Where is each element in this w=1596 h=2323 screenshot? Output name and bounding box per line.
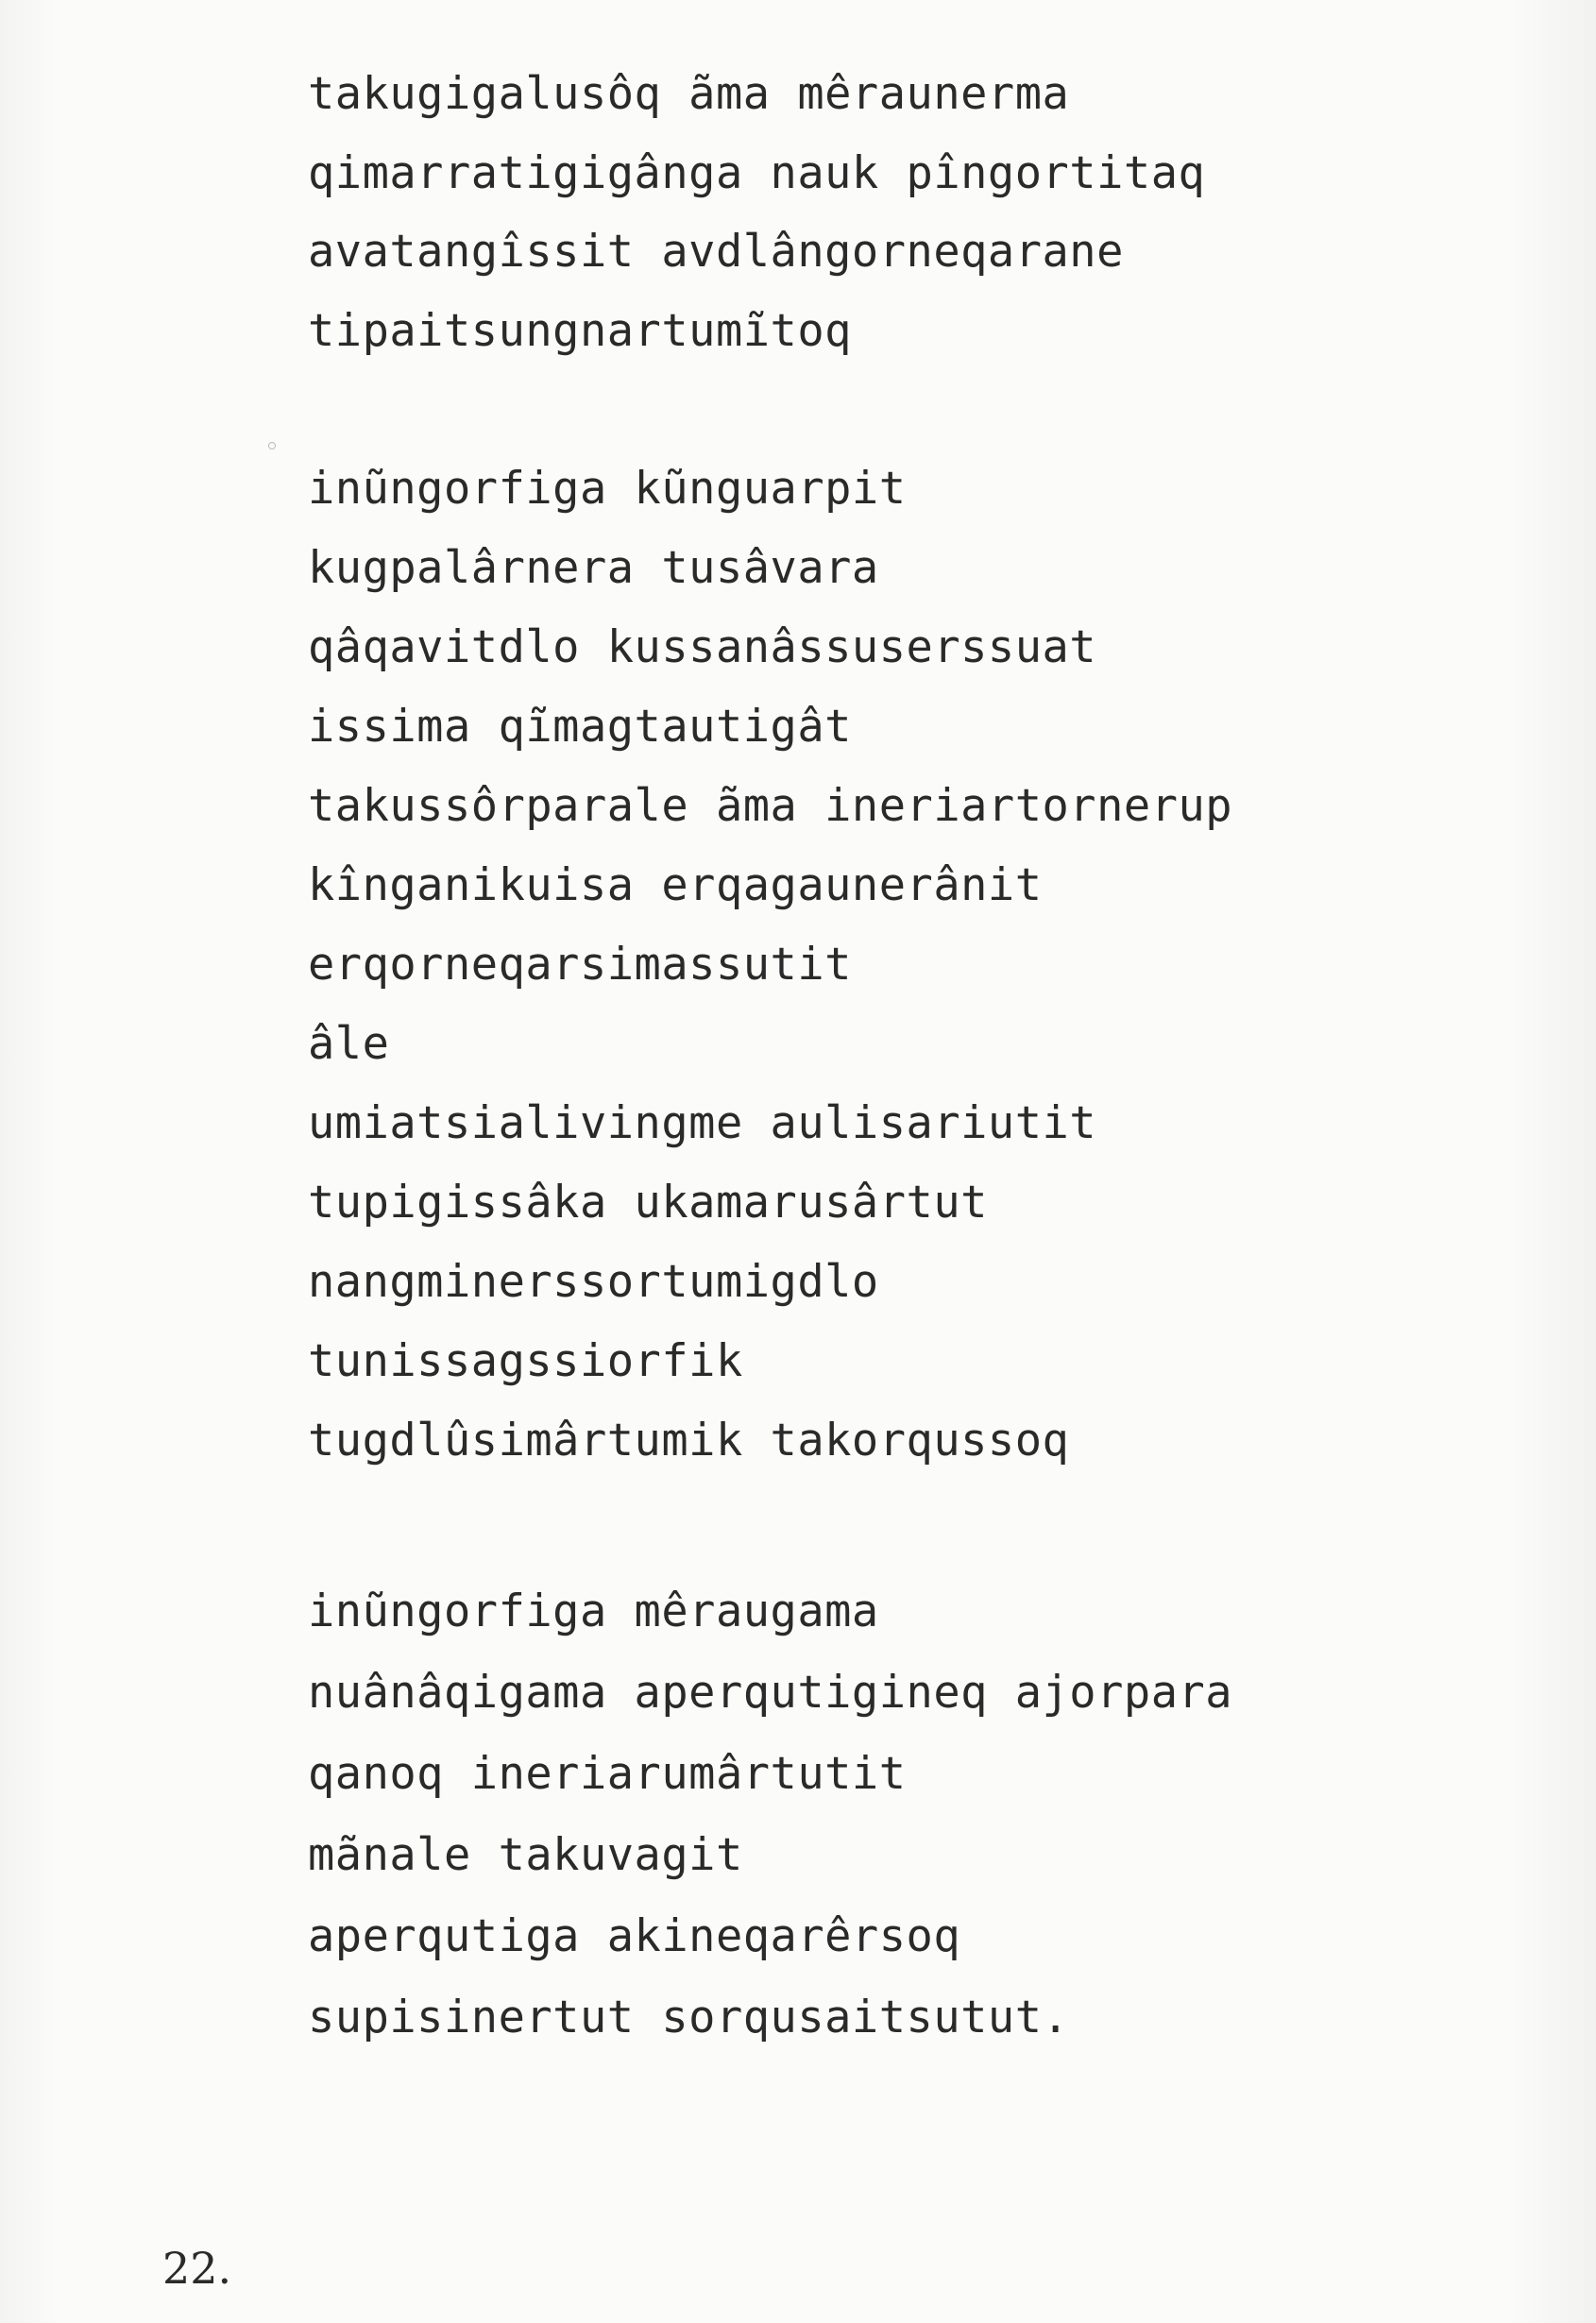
poem-line: tipaitsungnartumĩtoq <box>308 304 852 357</box>
poem-line: inũngorfiga mêraugama <box>308 1585 879 1637</box>
poem-line: supisinertut sorqusaitsutut. <box>308 1992 1070 2043</box>
poem-line: takugigalusôq ãma mêraunerma <box>308 68 1070 120</box>
poem-line: âle <box>308 1018 390 1070</box>
poem-line: erqorneqarsimassutit <box>308 939 852 991</box>
poem-line: qâqavitdlo kussanâssuserssuat <box>308 621 1097 673</box>
poem-line: kugpalârnera tusâvara <box>308 542 879 594</box>
stanza-3 <box>308 1571 1536 2059</box>
poem-line: inũngorfiga kũnguarpit <box>308 463 907 515</box>
poem-line: qimarratigigânga nauk pîngortitaq <box>308 146 1206 199</box>
poem-line: qanoq ineriarumârtutit <box>308 1748 907 1800</box>
poem-line: aperqutiga akineqarêrsoq <box>308 1910 961 1962</box>
poem-line: tupigissâka ukamarusârtut <box>308 1177 988 1229</box>
poem-line: kînganikuisa erqagaunerânit <box>308 859 1043 911</box>
paper-speck <box>268 442 276 449</box>
poem-line: issima qĩmagtautigât <box>308 701 852 753</box>
stanza-2 <box>308 449 1536 1481</box>
poem-line: takussôrparale ãma ineriartornerup <box>308 780 1233 832</box>
poem-line: avatangîssit avdlângorneqarane <box>308 226 1124 278</box>
poem-line: mãnale takuvagit <box>308 1829 743 1881</box>
poem-line: nangminerssortumigdlo <box>308 1256 879 1308</box>
poem-line: umiatsialivingme aulisariutit <box>308 1097 1097 1149</box>
poem-line: tugdlûsimârtumik takorqussoq <box>308 1415 1070 1467</box>
stanza-1 <box>308 55 1536 370</box>
poem-line: tunissagssiorfik <box>308 1335 743 1387</box>
page-number: 22. <box>162 2243 232 2294</box>
poem-line: nuânâqigama aperqutigineq ajorpara <box>308 1667 1233 1719</box>
